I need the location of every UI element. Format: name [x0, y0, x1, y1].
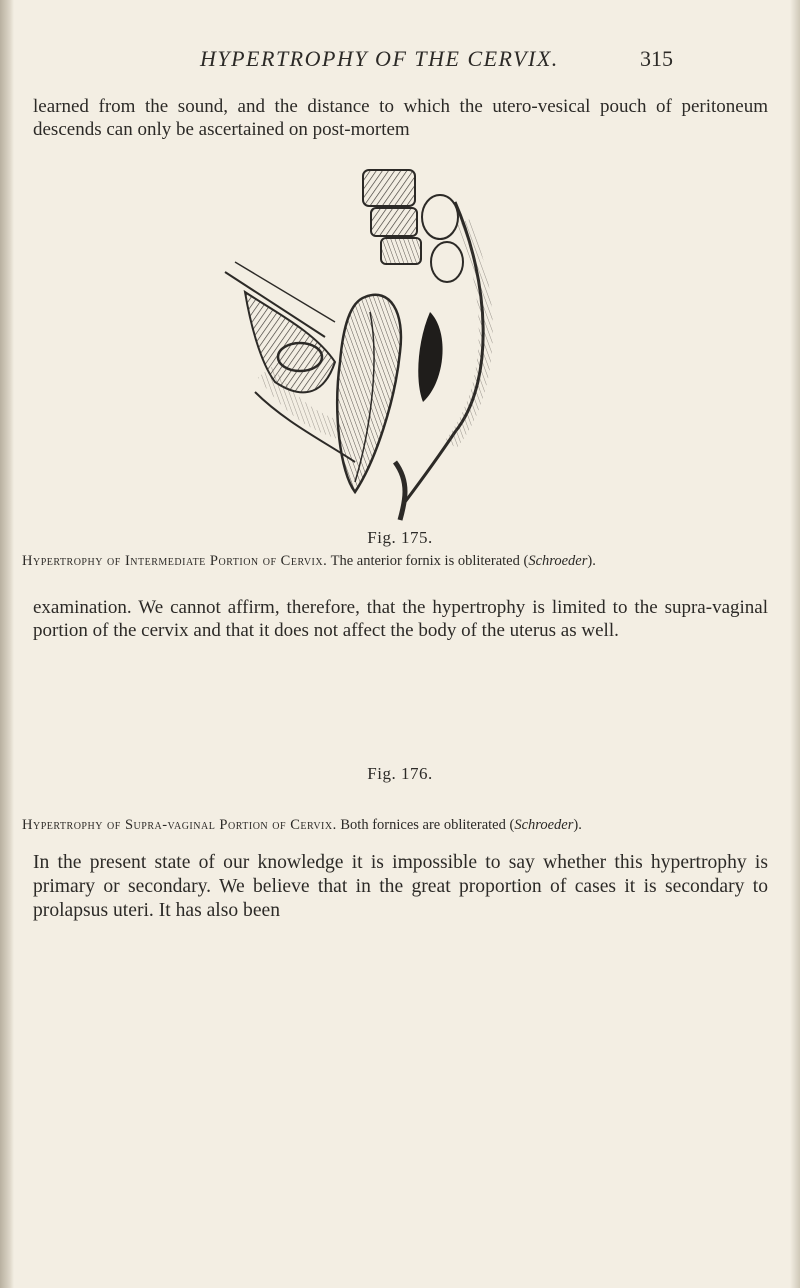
sacrum-vertebrae	[363, 170, 463, 282]
uterus	[337, 295, 401, 492]
figure-175-caption-text: The anterior fornix is obliterated (	[330, 553, 529, 569]
figure-176-caption-title: Hypertrophy of Supra-vaginal Portion of Cervix.	[22, 817, 337, 833]
figure-176-caption-end: ).	[573, 817, 582, 833]
figure-175-illustration	[205, 162, 505, 522]
figure-176-caption	[22, 817, 782, 834]
book-spine-shadow	[0, 0, 14, 1288]
running-title: HYPERTROPHY OF THE CERVIX.	[200, 46, 559, 71]
paragraph-2: examination. We cannot affirm, therefore, that the hypertrophy is limited to the supra-vaginal portion of the cervix and that it does not affect the body of the uterus as well.	[33, 597, 768, 641]
figure-176-drawing	[205, 688, 505, 762]
figure-176-label: Fig. 176.	[367, 764, 433, 783]
figure-175-caption-credit: Schroeder	[528, 553, 588, 569]
page-number: 315	[640, 46, 673, 71]
figure-175-label: Fig. 175.	[367, 528, 433, 547]
page-edge-shadow	[790, 0, 800, 1288]
figure-175-caption	[22, 553, 782, 570]
figure-175-caption-end: ).	[587, 553, 596, 569]
rectum	[418, 312, 442, 402]
figure-176-caption-credit: Schroeder	[514, 817, 574, 833]
paragraph-3: In the present state of our knowledge it is impossible to say whether this hypertrophy is primary or secondary. We believe that in the great proportion of cases it is secondary to prolapsus uteri. It has also been	[33, 852, 768, 921]
figure-176-caption-text: Both fornices are obliterated (	[340, 817, 515, 833]
figure-175-caption-title: Hypertrophy of Intermediate Portion of Cervix.	[22, 553, 328, 569]
perineum	[395, 462, 405, 520]
running-head	[0, 46, 800, 86]
paragraph-1: learned from the sound, and the distance to which the utero-vesical pouch of peritoneum descends can only be ascertained on post-mortem	[33, 96, 768, 140]
